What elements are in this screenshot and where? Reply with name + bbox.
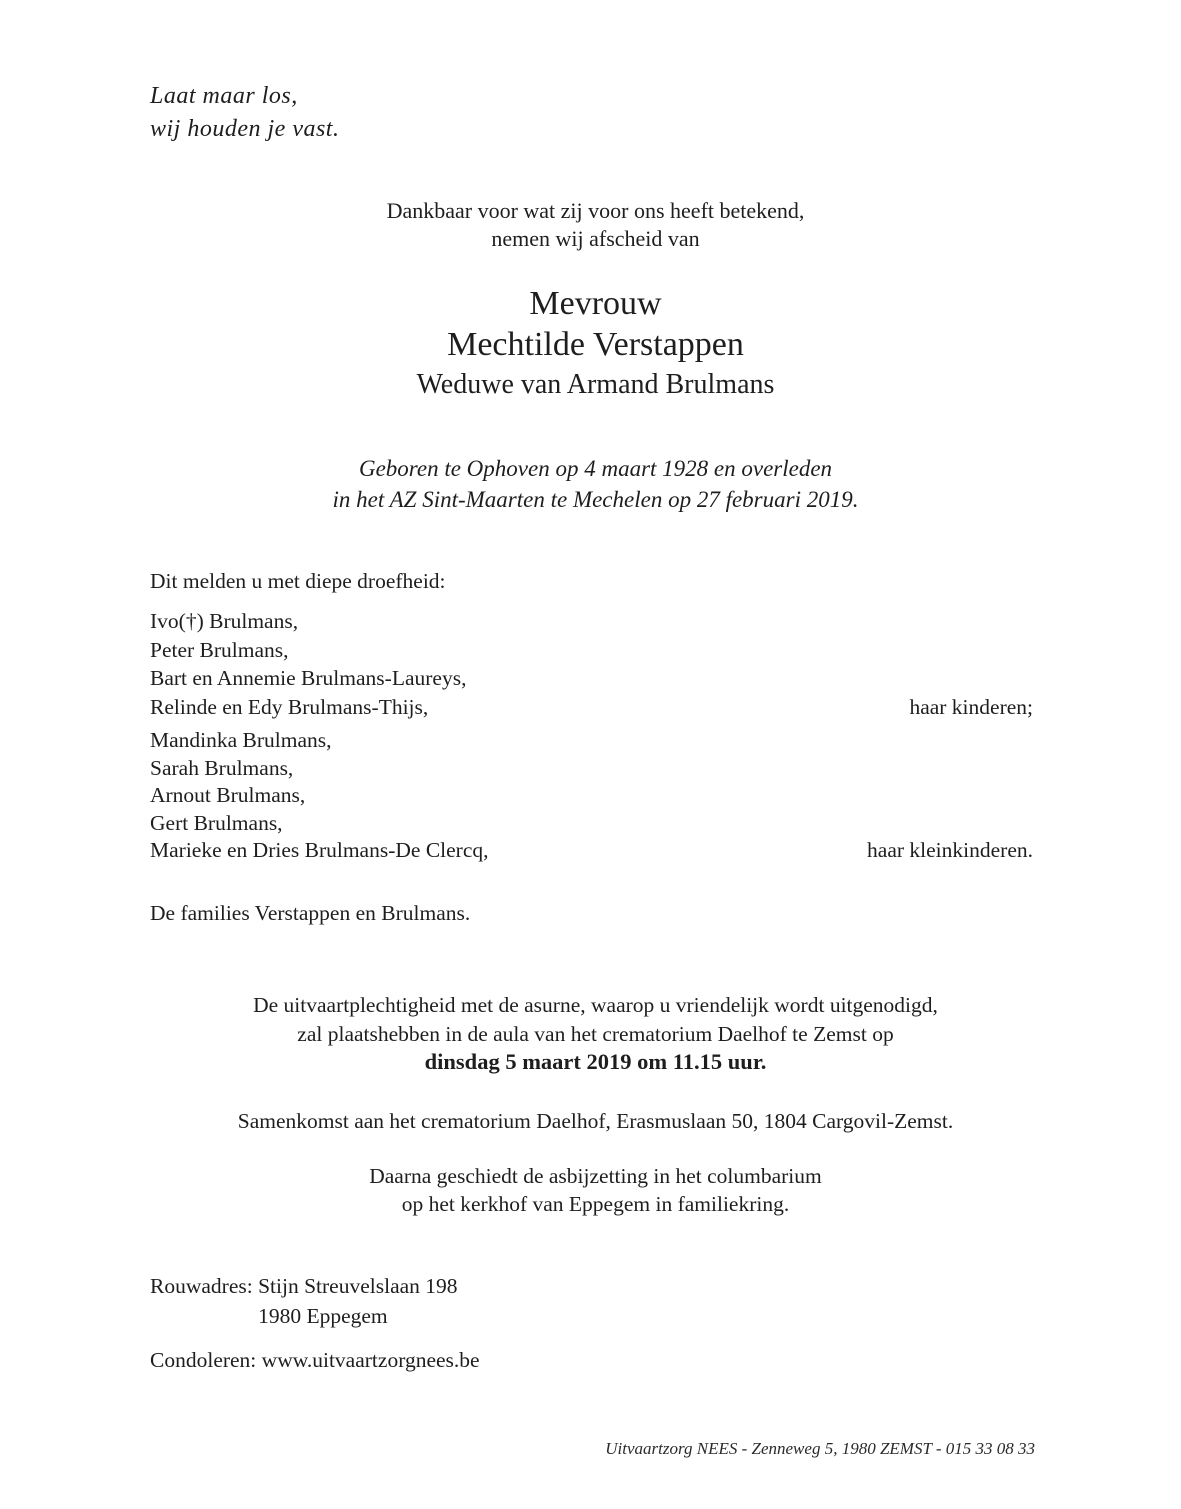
announcement-line: Dit melden u met diepe droefheid: — [150, 569, 446, 593]
grandchild-name: Sarah Brulmans, — [150, 755, 294, 780]
intro-line-1: Dankbaar voor wat zij voor ons heeft betekend, — [386, 198, 805, 223]
grandchild-name: Gert Brulmans, — [150, 810, 283, 835]
grandchildren-relation-label: haar kleinkinderen. — [867, 838, 1033, 862]
intro-line-2: nemen wij afscheid van — [491, 226, 700, 251]
grandchild-name: Marieke en Dries Brulmans-De Clercq, — [150, 838, 489, 862]
child-name: Relinde en Edy Brulmans-Thijs, — [150, 694, 429, 719]
ceremony-announcement — [148, 991, 1043, 1077]
mourning-address-label: Rouwadres: — [150, 1274, 259, 1298]
ceremony-line-2: zal plaatshebben in de aula van het crematorium Daelhof te Zemst op — [297, 1021, 894, 1046]
families-line: De families Verstappen en Brulmans. — [150, 901, 471, 925]
death-line: in het AZ Sint-Maarten te Mechelen op 27 februari 2019. — [332, 487, 859, 512]
deceased-name: Mechtilde Verstappen — [447, 326, 744, 363]
quote-line-1: Laat maar los, — [150, 83, 298, 109]
gathering-line: Samenkomst aan het crematorium Daelhof, Erasmuslaan 50, 1804 Cargovil-Zemst. — [237, 1109, 954, 1133]
birth-death-dates — [148, 453, 1043, 515]
intro-text — [148, 197, 1043, 253]
children-relation-label: haar kinderen; — [909, 694, 1033, 719]
children-list — [150, 607, 1033, 721]
condolences-line — [150, 1346, 480, 1375]
child-name: Ivo(†) Brulmans, — [150, 609, 299, 633]
interment-line-2: op het kerkhof van Eppegem in familiekring. — [401, 1192, 790, 1216]
deceased-relation: Weduwe van Armand Brulmans — [416, 369, 775, 400]
mourning-address-city: 1980 Eppegem — [258, 1303, 388, 1328]
child-name: Bart en Annemie Brulmans-Laureys, — [150, 666, 467, 690]
interment-text — [148, 1162, 1043, 1218]
quote-line-2: wij houden je vast. — [150, 116, 340, 142]
condolences-label: Condoleren: — [150, 1348, 262, 1372]
birth-line: Geboren te Ophoven op 4 maart 1928 en overleden — [358, 456, 833, 481]
child-name: Peter Brulmans, — [150, 637, 289, 662]
ceremony-date-time: dinsdag 5 maart 2019 om 11.15 uur. — [424, 1049, 767, 1074]
condolences-website: www.uitvaartzorgnees.be — [261, 1348, 480, 1372]
deceased-salutation: Mevrouw — [529, 285, 662, 322]
funeral-home-footer: Uitvaartzorg NEES - Zenneweg 5, 1980 ZEMST - 015 33 08 33 — [605, 1439, 1035, 1458]
interment-line-1: Daarna geschiedt de asbijzetting in het columbarium — [369, 1164, 822, 1188]
mourning-address — [150, 1272, 458, 1331]
mourning-address-value — [258, 1272, 457, 1331]
mourning-address-street: Stijn Streuvelslaan 198 — [258, 1274, 458, 1298]
grandchild-name: Mandinka Brulmans, — [150, 728, 332, 752]
grandchildren-list — [150, 727, 1033, 865]
grandchild-name: Arnout Brulmans, — [150, 783, 306, 807]
opening-quote — [150, 80, 339, 146]
ceremony-line-1: De uitvaartplechtigheid met de asurne, waarop u vriendelijk wordt uitgenodigd, — [253, 993, 938, 1017]
